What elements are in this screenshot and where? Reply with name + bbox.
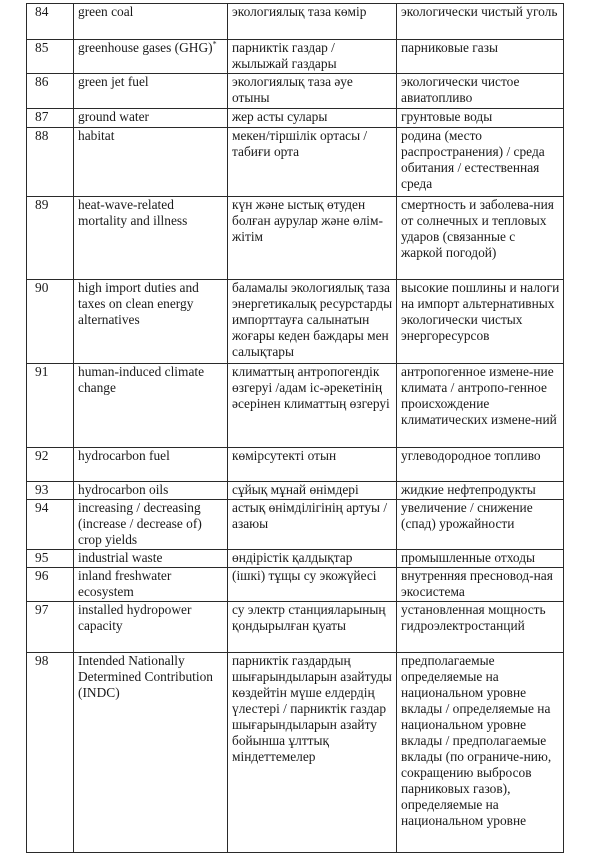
- term-russian: жидкие нефтепродукты: [397, 482, 564, 500]
- term-number: 85: [27, 40, 74, 74]
- table-row: [27, 280, 564, 364]
- table-row: [27, 74, 564, 109]
- glossary-table: [26, 3, 564, 853]
- term-number: 98: [27, 653, 74, 853]
- table-row: [27, 653, 564, 853]
- table-row: [27, 40, 564, 74]
- term-english-text: greenhouse gases (GHG): [78, 40, 213, 55]
- term-english: ground water: [74, 109, 228, 128]
- term-number: 89: [27, 197, 74, 280]
- table-row: [27, 482, 564, 500]
- term-kazakh: өндірістік қалдықтар: [228, 550, 397, 568]
- term-kazakh: су электр станцияларының қондырылған қуаты: [228, 602, 397, 653]
- term-english: habitat: [74, 128, 228, 197]
- term-number: 90: [27, 280, 74, 364]
- term-russian: предполагаемые определяемые на национальном уровне вклады / определяемые на национальном уровне вклады / предполагаемые вклады (по ограниче-нию, сокращению выбросов парниковых газов), определяемые на национальном уровне: [397, 653, 564, 853]
- term-russian: увеличение / снижение (спад) урожайности: [397, 500, 564, 550]
- term-russian: смертность и заболева-ния от солнечных и тепловых ударов (связанные с жаркой погодой): [397, 197, 564, 280]
- term-russian: промышленные отходы: [397, 550, 564, 568]
- table-row: [27, 197, 564, 280]
- table-row: [27, 568, 564, 602]
- term-kazakh: экологиялық таза әуе отыны: [228, 74, 397, 109]
- term-number: 84: [27, 4, 74, 40]
- term-kazakh: көмірсутекті отын: [228, 448, 397, 482]
- term-russian: грунтовые воды: [397, 109, 564, 128]
- term-english: inland freshwater ecosystem: [74, 568, 228, 602]
- term-number: 92: [27, 448, 74, 482]
- term-russian: родина (место распространения) / среда обитания / естественная среда: [397, 128, 564, 197]
- term-russian: внутренняя пресновод-ная экосистема: [397, 568, 564, 602]
- term-russian: установленная мощность гидроэлектростанций: [397, 602, 564, 653]
- term-kazakh: парниктік газдардың шығарындыларын азайтуды көздейтін мүше елдердің үлестері / парниктік газдар шығарындыларын азайту бойынша ұлттық міндеттемелер: [228, 653, 397, 853]
- term-english: increasing / decreasing (increase / decrease of) crop yields: [74, 500, 228, 550]
- term-russian: экологически чистый уголь: [397, 4, 564, 40]
- term-number: 97: [27, 602, 74, 653]
- term-russian: антропогенное измене-ние климата / антропо-генное происхождение климатических измене-ний: [397, 364, 564, 448]
- term-english: installed hydropower capacity: [74, 602, 228, 653]
- term-kazakh: экологиялық таза көмір: [228, 4, 397, 40]
- term-number: 95: [27, 550, 74, 568]
- term-number: 91: [27, 364, 74, 448]
- term-english: human-induced climate change: [74, 364, 228, 448]
- term-kazakh: парниктік газдар / жылыжай газдары: [228, 40, 397, 74]
- term-kazakh: күн және ыстық өтуден болған аурулар және өлім-жітім: [228, 197, 397, 280]
- table-row: [27, 550, 564, 568]
- term-kazakh: жер асты сулары: [228, 109, 397, 128]
- term-number: 87: [27, 109, 74, 128]
- table-row: [27, 364, 564, 448]
- table-row: [27, 109, 564, 128]
- term-english: high import duties and taxes on clean energy alternatives: [74, 280, 228, 364]
- term-kazakh: (ішкі) тұщы су экожүйесі: [228, 568, 397, 602]
- term-kazakh: климаттың антропогендік өзгеруі /адам іс-әрекетінің әсерінен климаттың өзгеруі: [228, 364, 397, 448]
- term-english: heat-wave-related mortality and illness: [74, 197, 228, 280]
- term-english: green coal: [74, 4, 228, 40]
- term-kazakh: баламалы экологиялық таза энергетикалық ресурстарды импорттауға салынатын жоғары кеден баждары мен салықтары: [228, 280, 397, 364]
- table-row: [27, 500, 564, 550]
- table-row: [27, 4, 564, 40]
- term-number: 94: [27, 500, 74, 550]
- term-russian: парниковые газы: [397, 40, 564, 74]
- term-kazakh: астық өнімділігінің артуы / азаюы: [228, 500, 397, 550]
- footnote-marker: *: [212, 39, 217, 49]
- table-row: [27, 602, 564, 653]
- term-russian: высокие пошлины и налоги на импорт альтернативных экологически чистых энергоресурсов: [397, 280, 564, 364]
- term-number: 88: [27, 128, 74, 197]
- term-english: Intended Nationally Determined Contribution (INDC): [74, 653, 228, 853]
- term-russian: углеводородное топливо: [397, 448, 564, 482]
- term-english: green jet fuel: [74, 74, 228, 109]
- term-number: 93: [27, 482, 74, 500]
- term-kazakh: сұйық мұнай өнімдері: [228, 482, 397, 500]
- term-russian: экологически чистое авиатопливо: [397, 74, 564, 109]
- term-english: industrial waste: [74, 550, 228, 568]
- term-number: 86: [27, 74, 74, 109]
- table-row: [27, 448, 564, 482]
- term-english: hydrocarbon fuel: [74, 448, 228, 482]
- table-row: [27, 128, 564, 197]
- term-english: [74, 40, 228, 74]
- term-kazakh: мекен/тіршілік ортасы / табиғи орта: [228, 128, 397, 197]
- term-english: hydrocarbon oils: [74, 482, 228, 500]
- term-number: 96: [27, 568, 74, 602]
